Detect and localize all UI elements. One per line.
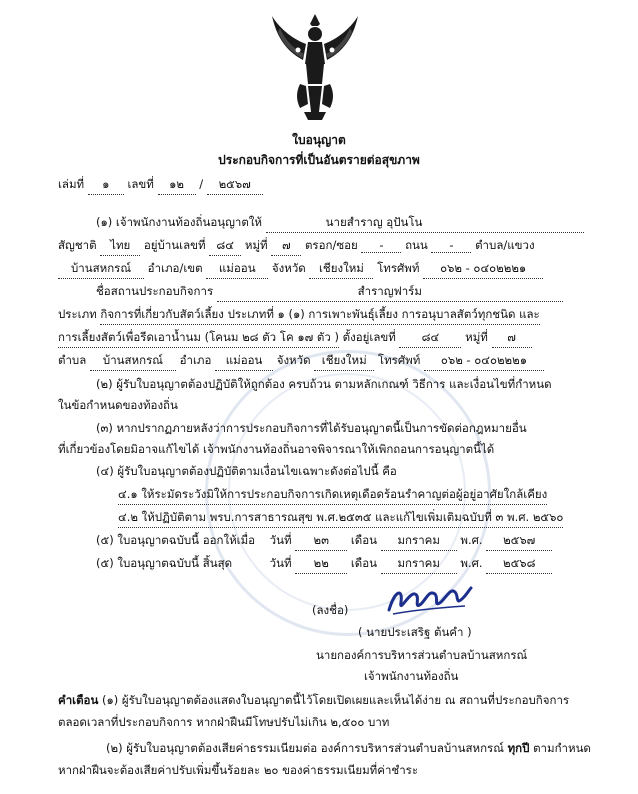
book-label: เล่มที่ bbox=[58, 177, 85, 191]
business-name-label: ชื่อสถานประกอบกิจการ bbox=[96, 284, 214, 298]
location-province-value: เชียงใหม่ bbox=[314, 352, 374, 371]
issue-date-line bbox=[96, 532, 552, 551]
soi-value: - bbox=[361, 238, 401, 253]
tambon-value: บ้านสหกรณ์ bbox=[58, 260, 144, 279]
location-province-label: จังหวัด bbox=[276, 353, 311, 367]
issue-day: ๒๓ bbox=[295, 532, 347, 551]
signer-position-2: เจ้าพนักงานท้องถิ่น bbox=[364, 669, 459, 683]
expiry-day: ๒๒ bbox=[295, 555, 347, 574]
soi-label: ตรอก/ซอย bbox=[304, 238, 358, 252]
tel-value: ๐๖๒ - ๐๔๐๒๒๒๑ bbox=[423, 260, 543, 279]
business-type-line-1 bbox=[58, 306, 540, 325]
clause-4-2-text: ๔.๒ ให้ปฏิบัติตาม พรบ.การสาธารณสุข พ.ศ.๒๕๓๕ และแก้ไขเพิ่มเติมฉบับที่ ๓ พ.ศ. ๒๕๖๐ bbox=[118, 509, 563, 528]
business-name-line bbox=[96, 283, 563, 302]
clause-1-line bbox=[96, 214, 584, 233]
clause-2-line-1: (๒) ผู้รับใบอนุญาตต้องปฏิบัติให้ถูกต้อง ครบถ้วน ตามหลักเกณฑ์ วิธีการ และเงื่อนไขที่กำหนด bbox=[96, 377, 552, 391]
clause-3-line-1: (๓) หากปรากฏภายหลังว่าการประกอบกิจการที่ได้รับอนุญาตนี้เป็นการขัดต่อกฎหมายอื่น bbox=[96, 421, 527, 435]
moo-value: ๗ bbox=[271, 237, 301, 256]
issue-year: ๒๕๖๗ bbox=[486, 532, 552, 551]
issue-year-label: พ.ศ. bbox=[460, 533, 483, 547]
province-value: เชียงใหม่ bbox=[309, 260, 373, 279]
clause-4-1 bbox=[118, 486, 547, 505]
location-house-value: ๘๔ bbox=[399, 329, 461, 348]
warning-1-line-1 bbox=[58, 692, 569, 710]
license-number: ๑๒ bbox=[158, 176, 196, 195]
signer-position-1: นายกองค์การบริหารส่วนตำบลบ้านสหกรณ์ bbox=[316, 648, 528, 662]
expiry-year-label: พ.ศ. bbox=[460, 556, 483, 570]
house-number: ๘๔ bbox=[209, 237, 241, 256]
book-number: ๑ bbox=[88, 176, 124, 195]
signature-icon bbox=[385, 580, 473, 622]
road-value: - bbox=[431, 238, 471, 253]
clause-4-1-text: ๔.๑ ให้ระมัดระวังมิให้การประกอบกิจการเกิดเหตุเดือดร้อนรำคาญต่อผู้อยู่อาศัยใกล้เคียง bbox=[118, 486, 547, 505]
tel-label: โทรศัพท์ bbox=[377, 261, 420, 275]
expiry-date-label: (๕) ใบอนุญาตฉบับนี้ สิ้นสุด bbox=[96, 556, 233, 570]
expiry-month-label: เดือน bbox=[350, 556, 378, 570]
licensee-address-line bbox=[58, 237, 535, 256]
nationality-label: สัญชาติ bbox=[58, 238, 97, 252]
issue-month: มกราคม bbox=[381, 532, 457, 551]
warning-2-line-1 bbox=[106, 740, 591, 758]
book-number-line: เล่มที่ ๑ เลขที่ ๑๒ / ๒๕๖๗ bbox=[58, 176, 263, 195]
location-moo-value: ๗ bbox=[492, 329, 532, 348]
location-amphoe-value: แม่ออน bbox=[215, 352, 273, 371]
document-subtitle: ประกอบกิจการที่เป็นอันตรายต่อสุขภาพ bbox=[218, 153, 420, 167]
location-tambon-value: บ้านสหกรณ์ bbox=[90, 352, 176, 371]
warning-2-emphasis: ทุกปี bbox=[507, 741, 530, 755]
house-label: อยู่บ้านเลขที่ bbox=[143, 238, 206, 252]
amphoe-label: อำเภอ/เขต bbox=[147, 261, 203, 275]
warning-1-line-2: ตลอดเวลาที่ประกอบกิจการ หากฝ่าฝืนมีโทษปรับไม่เกิน ๒,๕๐๐ บาท bbox=[58, 715, 390, 729]
issue-day-label: วันที่ bbox=[269, 533, 292, 547]
expiry-date-line bbox=[96, 555, 552, 574]
issue-month-label: เดือน bbox=[350, 533, 378, 547]
licensee-district-line bbox=[58, 260, 543, 279]
clause-1-text: (๑) เจ้าพนักงานท้องถิ่นอนุญาตให้ bbox=[96, 215, 263, 229]
clause-4-2 bbox=[118, 509, 563, 528]
business-type-value-1: กิจการที่เกี่ยวกับสัตว์เลี้ยง ประเภทที่ ๑ (๑) การเพาะพันธุ์เลี้ยง การอนุบาลสัตว์ทุกชนิด และ bbox=[100, 306, 539, 325]
location-district-line bbox=[58, 352, 544, 371]
issue-date-label: (๕) ใบอนุญาตฉบับนี้ ออกให้เมื่อ bbox=[96, 533, 256, 547]
expiry-month: มกราคม bbox=[381, 555, 457, 574]
warning-2-line-2: หากฝ่าฝืนจะต้องเสียค่าปรับเพิ่มขึ้นร้อยละ ๒๐ ของค่าธรรมเนียมที่ค่าชำระ bbox=[58, 763, 419, 777]
garuda-emblem-icon bbox=[270, 8, 360, 123]
clause-4-line: (๔) ผู้รับใบอนุญาตต้องปฏิบัติตามเงื่อนไขเฉพาะดังต่อไปนี้ คือ bbox=[96, 464, 397, 478]
signer-name: ( นายประเสริฐ ต้นคำ ) bbox=[358, 625, 472, 639]
license-year: ๒๕๖๗ bbox=[207, 176, 263, 195]
location-amphoe-label: อำเภอ bbox=[179, 353, 212, 367]
expiry-year: ๒๕๖๘ bbox=[486, 555, 552, 574]
business-type-label: ประเภท bbox=[58, 307, 97, 321]
warning-2-text-end: ตามกำหนด bbox=[533, 741, 591, 755]
tambon-label: ตำบล/แขวง bbox=[475, 238, 535, 252]
business-type-value-2: การเลี้ยงสัตว์เพื่อรีดเอาน้ำนม (โคนม ๒๘ ตัว โค ๑๗ ตัว ) bbox=[58, 329, 339, 348]
location-house-label: ตั้งอยู่เลขที่ bbox=[342, 330, 396, 344]
clause-2-line-2: ในข้อกำหนดของท้องถิ่น bbox=[58, 398, 178, 412]
warning-label: คำเตือน bbox=[58, 693, 99, 707]
amphoe-value: แม่ออน bbox=[206, 260, 268, 279]
clause-3-line-2: ที่เกี่ยวข้องโดยมิอาจแก้ไขได้ เจ้าพนักงานท้องถิ่นอาจพิจารณาให้เพิกถอนการอนุญาตนี้ได้ bbox=[58, 442, 495, 456]
warning-1-text: (๑) ผู้รับใบอนุญาตต้องแสดงใบอนุญาตนี้ไว้โดยเปิดเผยและเห็นได้ง่าย ณ สถานที่ประกอบกิจการ bbox=[101, 693, 570, 707]
province-label: จังหวัด bbox=[271, 261, 306, 275]
sign-label: (ลงชื่อ) bbox=[312, 603, 349, 617]
warning-2-text: (๒) ผู้รับใบอนุญาตต้องเสียค่าธรรมเนียมต่อ องค์การบริหารส่วนตำบลบ้านสหกรณ์ bbox=[106, 741, 504, 755]
licensee-name: นายสำราญ อุปันโน bbox=[266, 214, 584, 233]
location-tel-value: ๐๖๒ - ๐๔๐๒๒๒๑ bbox=[424, 352, 544, 371]
moo-label: หมู่ที่ bbox=[244, 238, 268, 252]
location-moo-label: หมู่ที่ bbox=[465, 330, 488, 344]
number-label: เลขที่ bbox=[127, 177, 154, 191]
road-label: ถนน bbox=[405, 238, 428, 252]
expiry-day-label: วันที่ bbox=[269, 556, 292, 570]
business-type-line-2 bbox=[58, 329, 532, 348]
business-name-value: สำราญฟาร์ม bbox=[217, 283, 563, 302]
document-title: ใบอนุญาต bbox=[292, 133, 346, 147]
nationality-value: ไทย bbox=[100, 237, 140, 256]
location-tel-label: โทรศัพท์ bbox=[377, 353, 421, 367]
location-tambon-label: ตำบล bbox=[58, 353, 87, 367]
